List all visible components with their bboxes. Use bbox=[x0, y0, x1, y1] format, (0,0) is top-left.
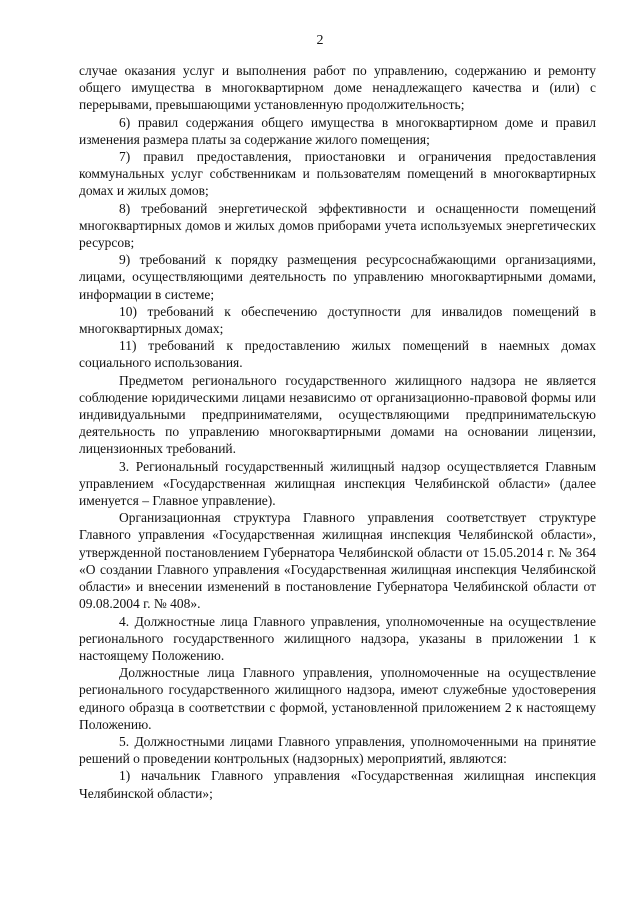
paragraph-structure: Организационная структура Главного управления соответствует структуре Главного управления «Государственная жилищная инспекция Челябинской области», утвержденной постановлением Губернатора Челябинской области от 15.05.2014 г. № 364 «О создании Главного управления «Государственная жилищная инспекция Челябинской области» и внесении изменений в постановление Губернатора Челябинской области от 09.08.2004 г. № 408». bbox=[79, 510, 596, 612]
paragraph-section-5: 5. Должностными лицами Главного управления, уполномоченными на принятие решений о проведении контрольных (надзорных) мероприятий, являются: bbox=[79, 733, 596, 767]
list-item-11: 11) требований к предоставлению жилых помещений в наемных домах социального использования. bbox=[79, 338, 596, 371]
list-item-6: 6) правил содержания общего имущества в многоквартирном доме и правил изменения размера платы за содержание жилого помещения; bbox=[79, 114, 596, 147]
paragraph-section-4: 4. Должностные лица Главного управления, уполномоченные на осуществление регионального государственного жилищного надзора, указаны в приложении 1 к настоящему Положению. bbox=[79, 613, 596, 663]
list-item-1: 1) начальник Главного управления «Государственная жилищная инспекция Челябинской области»; bbox=[79, 768, 596, 801]
list-item-8: 8) требований энергетической эффективности и оснащенности помещений многоквартирных домов и жилых домов приборами учета используемых энергетических ресурсов; bbox=[79, 200, 596, 251]
list-item-10: 10) требований к обеспечению доступности для инвалидов помещений в многоквартирных домах; bbox=[79, 303, 596, 337]
paragraph-subject: Предметом регионального государственного жилищного надзора не является соблюдение юридическими лицами независимо от организационно-правовой формы или индивидуальными предпринимателями, осуществляющими предпринимательскую деятельность по управлению многоквартирными домами на основании лицензии, лицензионных требований. bbox=[79, 372, 596, 457]
list-item-7: 7) правил предоставления, приостановки и ограничения предоставления коммунальных услуг собственникам и пользователям помещений в многоквартирных домах и жилых домов; bbox=[79, 149, 596, 199]
paragraph-certificates: Должностные лица Главного управления, уполномоченные на осуществление регионального государственного жилищного надзора, имеют служебные удостоверения единого образца в соответствии с формой, установленной приложением 2 к настоящему Положению. bbox=[79, 665, 596, 732]
page-number: 2 bbox=[316, 33, 324, 48]
document-body bbox=[79, 62, 596, 802]
list-item-9: 9) требований к порядку размещения ресурсоснабжающими организациями, лицами, осуществляющими деятельность по управлению многоквартирными домами, информации в системе; bbox=[79, 252, 596, 302]
paragraph-section-3: 3. Региональный государственный жилищный надзор осуществляется Главным управлением «Государственная жилищная инспекция Челябинской области» (далее именуется – Главное управление). bbox=[79, 458, 596, 509]
paragraph-continuation: случае оказания услуг и выполнения работ по управлению, содержанию и ремонту общего имущества в многоквартирном доме ненадлежащего качества и (или) с перерывами, превышающими установленную продолжительность; bbox=[79, 63, 596, 113]
